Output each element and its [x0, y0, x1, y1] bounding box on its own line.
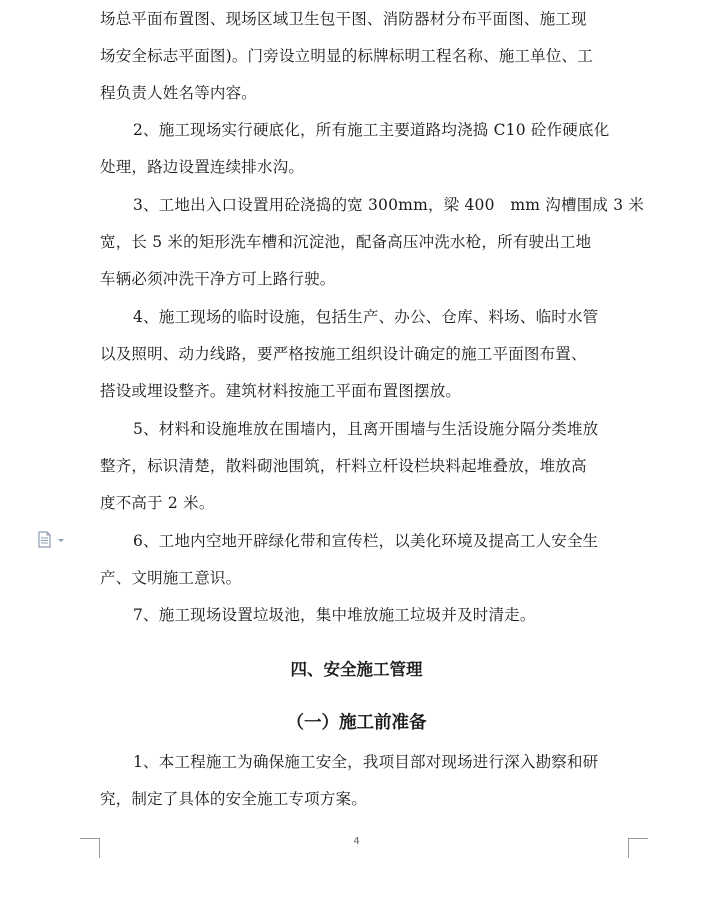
body-line: 程负责人姓名等内容。	[100, 84, 258, 102]
body-line: 5、材料和设施堆放在围墙内，且离开围墙与生活设施分隔分类堆放	[133, 420, 599, 438]
page-number: 4	[353, 836, 360, 847]
subsection-heading: （一）施工前准备	[286, 713, 427, 733]
body-line: 度不高于 2 米。	[100, 494, 215, 512]
body-line: 场安全标志平面图)。门旁设立明显的标牌标明工程名称、施工单位、工	[100, 47, 593, 65]
body-line: 整齐，标识清楚，散料砌池围筑，杆料立杆设栏块料起堆叠放，堆放高	[100, 457, 587, 475]
body-line: 4、施工现场的临时设施，包括生产、办公、仓库、料场、临时水管	[133, 308, 599, 326]
body-line: 处理，路边设置连续排水沟。	[100, 158, 305, 176]
body-line: 场总平面布置图、现场区域卫生包干图、消防器材分布平面图、施工现	[100, 10, 587, 28]
body-line: 6、工地内空地开辟绿化带和宣传栏，以美化环境及提高工人安全生	[133, 532, 599, 550]
body-line: 3、工地出入口设置用砼浇捣的宽 300mm，梁 400 mm 沟槽围成 3 米	[133, 196, 645, 214]
body-line: 2、施工现场实行硬底化，所有施工主要道路均浇捣 C10 砼作硬底化	[133, 121, 610, 139]
body-line: 1、本工程施工为确保施工安全，我项目部对现场进行深入勘察和研	[133, 753, 599, 771]
body-line: 搭设或埋设整齐。建筑材料按施工平面布置图摆放。	[100, 382, 462, 400]
document-options-icon[interactable]	[37, 531, 67, 549]
body-line: 宽，长 5 米的矩形洗车槽和沉淀池，配备高压冲洗水枪，所有驶出工地	[100, 233, 592, 251]
body-line: 以及照明、动力线路，要严格按施工组织设计确定的施工平面图布置、	[100, 345, 587, 363]
body-line: 车辆必须冲洗干净方可上路行驶。	[100, 270, 336, 288]
body-line: 究，制定了具体的安全施工专项方案。	[100, 790, 367, 808]
body-line: 产、文明施工意识。	[100, 569, 242, 587]
body-line: 7、施工现场设置垃圾池，集中堆放施工垃圾并及时清走。	[133, 606, 536, 624]
section-heading: 四、安全施工管理	[290, 660, 423, 679]
